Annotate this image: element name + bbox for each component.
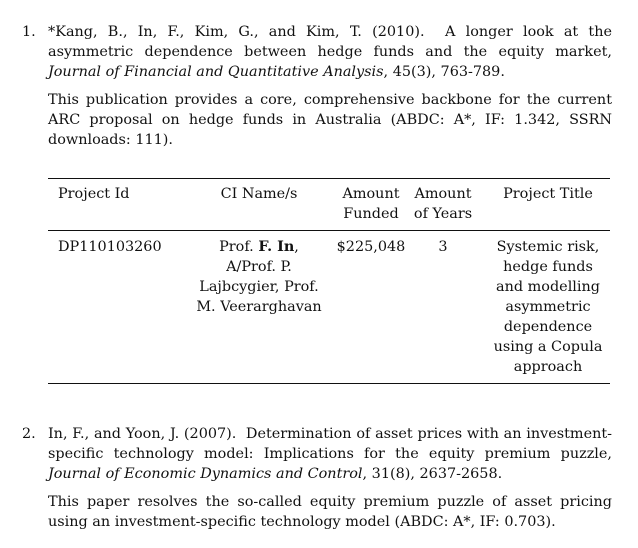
cell-amount-of-years: 3 <box>438 238 448 255</box>
ci-prefix: Prof. <box>219 238 254 255</box>
cell-ci-names <box>186 231 332 383</box>
citation-details: , 31(8), 2637-2658. <box>362 466 503 482</box>
citation-title: A longer look at the asymmetric dependence between hedge funds and the equity market, <box>48 24 612 60</box>
citation-journal: Journal of Economic Dynamics and Control <box>48 466 363 482</box>
entry-number: 2. <box>22 426 36 442</box>
grant-table <box>48 178 610 384</box>
ci-rest: , A/Prof. P. Lajbcygier, Prof. M. Veerarghavan <box>196 238 322 315</box>
entry-number: 1. <box>22 24 36 40</box>
citation <box>48 22 612 82</box>
table-row <box>48 231 620 383</box>
entry-description: This publication provides a core, comprehensive backbone for the current ARC proposal on hedge funds in Australia (ABDC: A*, IF: 1.342, SSRN downloads: 111). <box>48 92 612 148</box>
citation-details: , 45(3), 763-789. <box>383 64 505 80</box>
header-amount-of-years: Amount of Years <box>413 186 473 223</box>
entry-description: This paper resolves the so-called equity premium puzzle of asset pricing using an investment-specific technology model (ABDC: A*, IF: 0.703). <box>48 494 612 530</box>
ci-lead-name: F. In <box>258 237 295 255</box>
cell-project-id: DP110103260 <box>58 238 162 255</box>
header-ci-names: CI Name/s <box>220 186 298 203</box>
publication-entry-1 <box>22 22 612 150</box>
citation-title: Determination of asset prices with an investment-specific technology model: Implications for the equity premium puzzle, <box>48 426 613 462</box>
table-bottom-rule <box>48 383 610 384</box>
header-amount-funded: Amount Funded <box>342 186 400 223</box>
table-header-row <box>48 179 620 230</box>
citation-authors: In, F., and Yoon, J. (2007). <box>48 426 237 442</box>
entry-body <box>48 22 612 150</box>
cell-amount-funded: $225,048 <box>336 238 406 255</box>
header-project-title: Project Title <box>503 186 593 203</box>
cell-project-title: Systemic risk, hedge funds and modelling asymmetric dependence using a Copula approach <box>493 238 603 375</box>
citation <box>48 424 612 484</box>
header-project-id: Project Id <box>58 186 130 203</box>
publication-entry-2 <box>22 424 612 532</box>
citation-journal: Journal of Financial and Quantitative Analysis <box>48 64 384 80</box>
entry-body <box>48 424 612 532</box>
citation-authors: *Kang, B., In, F., Kim, G., and Kim, T. (2010). <box>48 24 425 40</box>
